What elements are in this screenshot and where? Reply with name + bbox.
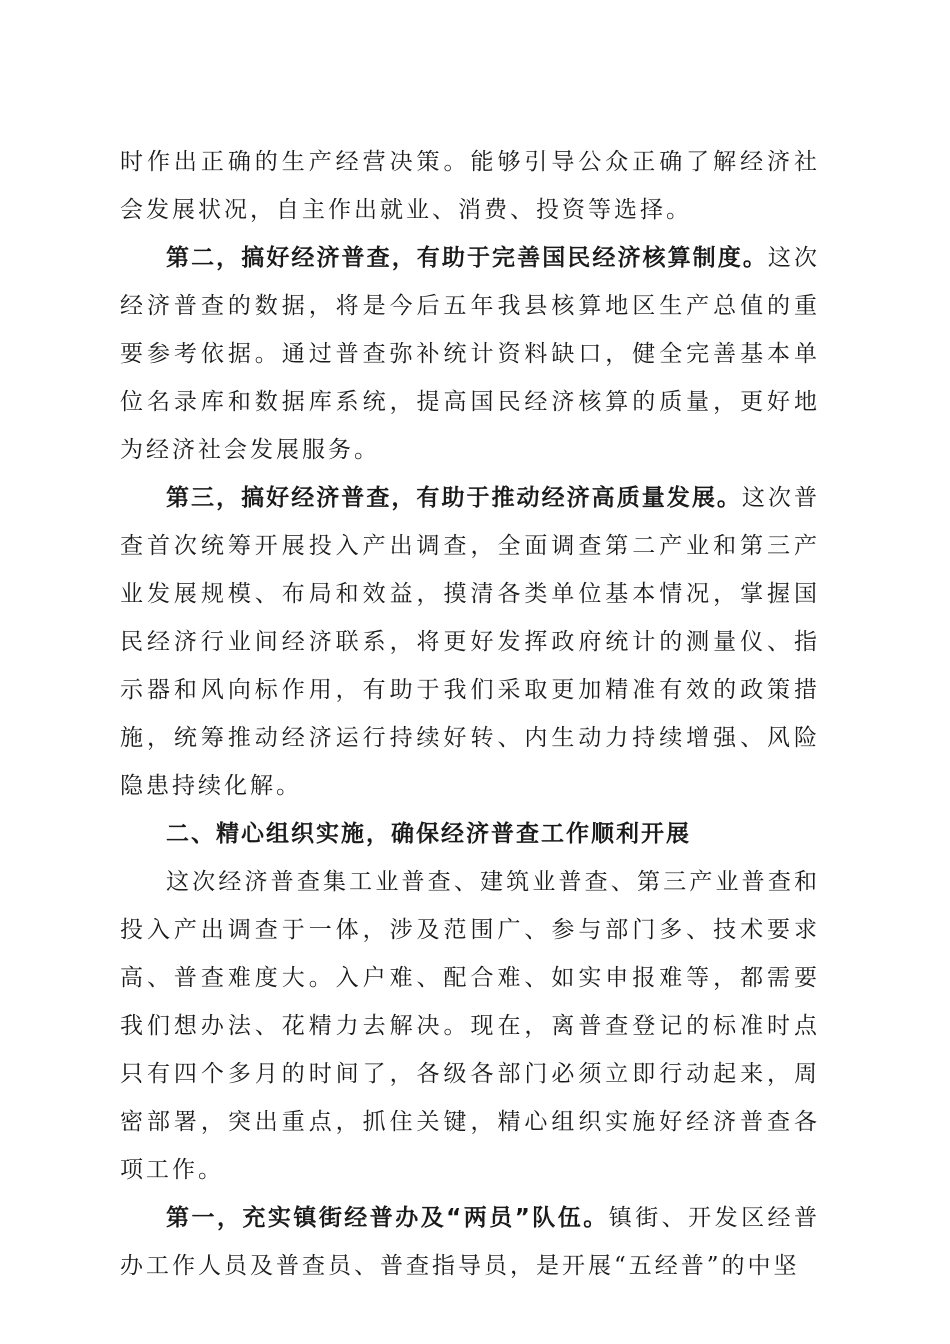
paragraph-section-intro: 这次经济普查集工业普查、建筑业普查、第三产业普查和投入产出调查于一体，涉及范围广、参与部门多、技术要求高、普查难度大。入户难、配合难、如实申报难等，都需要我们想办法、花精力去解决。现在，离普查登记的标准时点只有四个多月的时间了，各级各部门必须立即行动起来，周密部署，突出重点，抓住关键，精心组织实施好经济普查各项工作。 — [120, 869, 820, 1183]
paragraph-continuation: 时作出正确的生产经营决策。能够引导公众正确了解经济社会发展状况，自主作出就业、消费、投资等选择。 — [120, 149, 820, 223]
paragraph-lead-sentence: 第三，搞好经济普查，有助于推动经济高质量发展。 — [166, 485, 742, 511]
paragraph-lead-sentence: 第二，搞好经济普查，有助于完善国民经济核算制度。 — [166, 245, 768, 271]
paragraph-second-point — [120, 234, 820, 474]
paragraph-body-text: 这次经济普查的数据，将是今后五年我县核算地区生产总值的重要参考依据。通过普查弥补统计资料缺口，健全完善基本单位名录库和数据库系统，提高国民经济核算的质量，更好地为经济社会发展服务。 — [120, 245, 821, 463]
document-page — [120, 138, 820, 1290]
paragraph-body-text: 镇街、开发区经普办工作人员及普查员、普查指导员，是开展“五经普”的中坚 — [120, 1205, 821, 1279]
paragraph-first-point — [120, 1194, 820, 1290]
paragraph-lead-sentence: 第一，充实镇街经普办及“两员”队伍。 — [166, 1205, 609, 1231]
paragraph-third-point — [120, 474, 820, 810]
section-heading: 二、精心组织实施，确保经济普查工作顺利开展 — [166, 821, 691, 847]
paragraph-body-text: 这次普查首次统筹开展投入产出调查，全面调查第二产业和第三产业发展规模、布局和效益，摸清各类单位基本情况，掌握国民经济行业间经济联系，将更好发挥政府统计的测量仪、指示器和风向标作用，有助于我们采取更加精准有效的政策措施，统筹推动经济运行持续好转、内生动力持续增强、风险隐患持续化解。 — [120, 485, 821, 799]
